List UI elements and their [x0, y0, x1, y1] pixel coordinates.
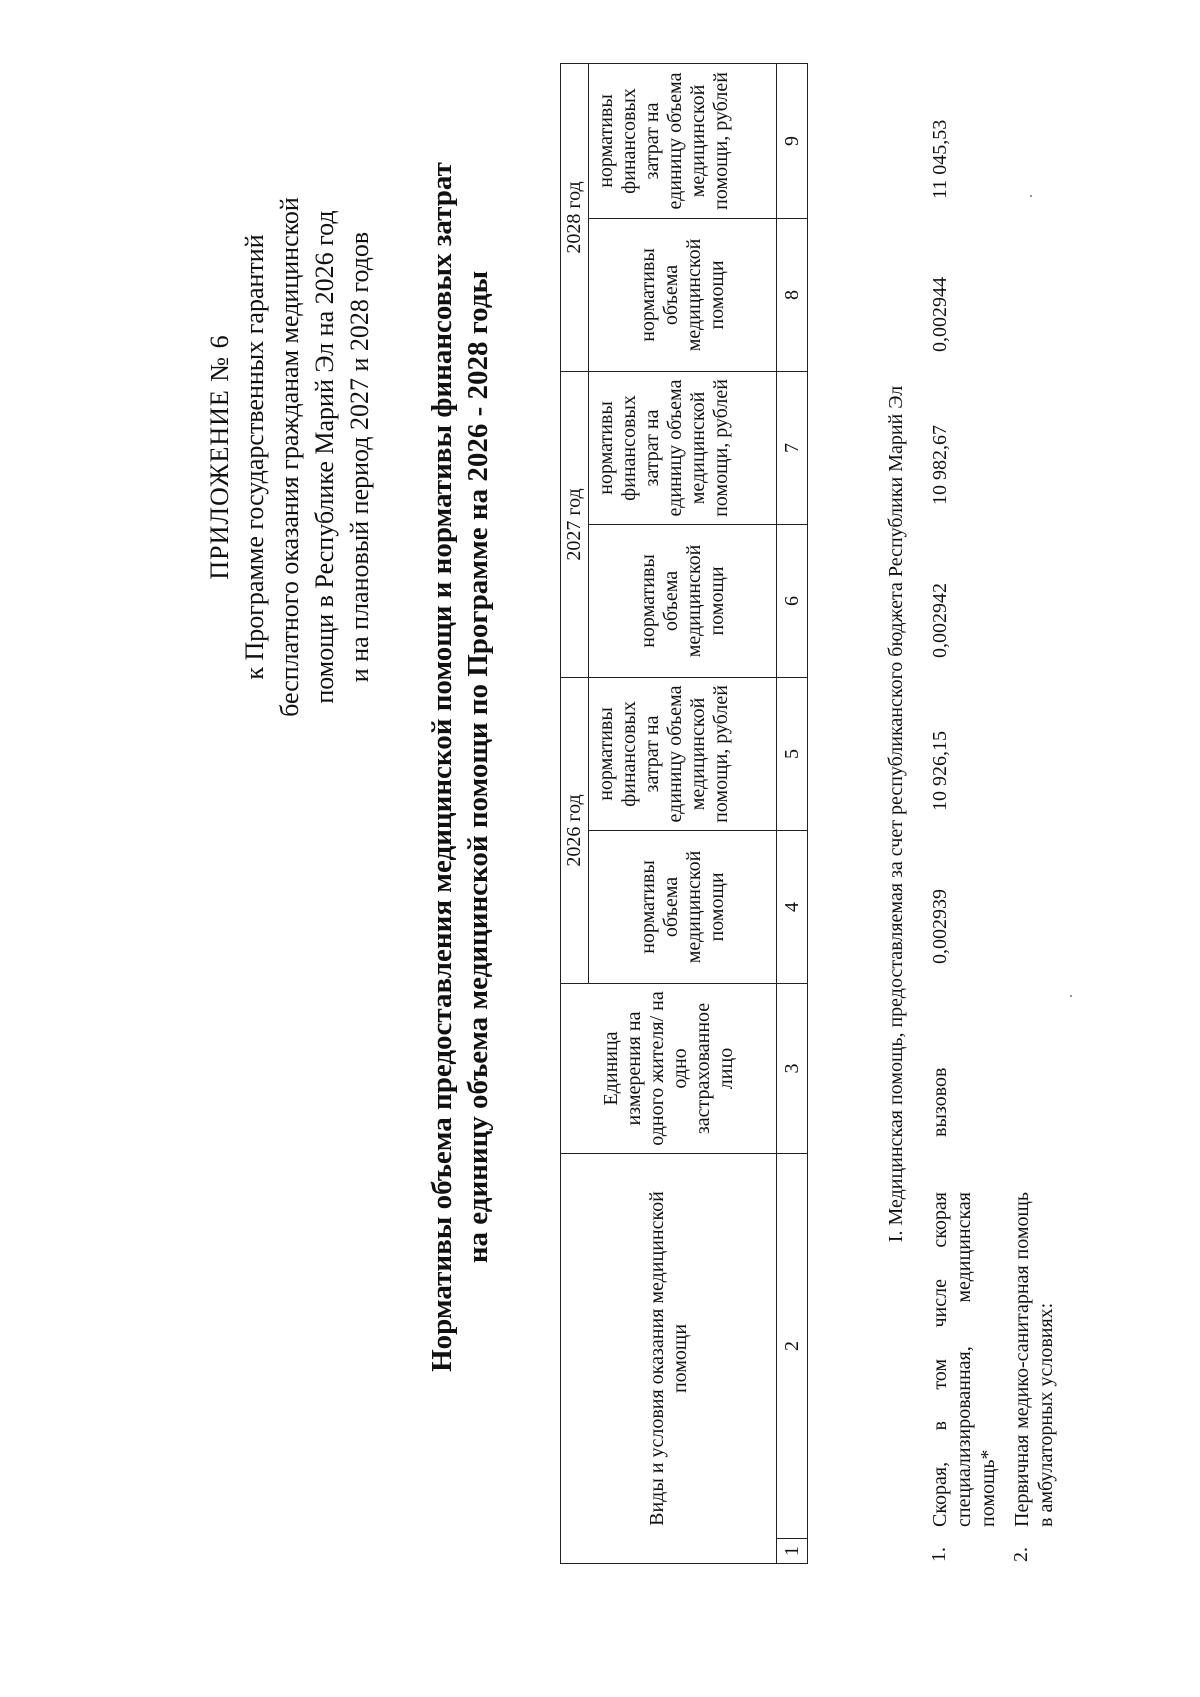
- appendix-line: к Программе государственных гарантий: [240, 234, 269, 680]
- header-volume-2027: нормативы объема медицинской помощи: [589, 524, 777, 677]
- column-index: 9: [777, 63, 808, 218]
- scan-speck: [1070, 995, 1072, 997]
- header-year-2027: 2027 год: [561, 371, 589, 677]
- header-year-2028: 2028 год: [561, 63, 589, 371]
- norms-table: [560, 63, 808, 1564]
- section-title: I. Медицинская помощь, предоставляемая за счет республиканского бюджета Республики Марий Эл: [885, 385, 907, 1243]
- row-cost-2026: 10 926,15: [929, 731, 951, 811]
- row-number: 2.: [1010, 1547, 1032, 1562]
- row-number: 1.: [928, 1547, 950, 1562]
- appendix-line: и на плановый период 2027 и 2028 годов: [345, 231, 374, 683]
- column-index: 2: [777, 1153, 808, 1538]
- header-cost-2026: нормативы финансовых затрат на единицу объема медицинской помощи, рублей: [589, 677, 777, 830]
- column-index: 3: [777, 983, 808, 1153]
- row-volume-2027: 0,002942: [929, 583, 951, 658]
- appendix-line: бесплатного оказания гражданам медицинской: [275, 197, 304, 717]
- row-volume-2028: 0,002944: [929, 277, 951, 352]
- column-index: 4: [777, 830, 808, 983]
- header-unit: Единица измерения на одного жителя/ на одно застрахованное лицо: [561, 983, 777, 1153]
- column-index-row: [777, 63, 808, 1563]
- appendix-title: ПРИЛОЖЕНИЕ № 6: [205, 334, 234, 580]
- column-index: 7: [777, 371, 808, 524]
- header-cost-2028: нормативы финансовых затрат на единицу объема медицинской помощи, рублей: [589, 63, 777, 218]
- header-cost-2027: нормативы финансовых затрат на единицу объема медицинской помощи, рублей: [589, 371, 777, 524]
- row-cost-2027: 10 982,67: [929, 425, 951, 505]
- row-name: Первичная медико-санитарная помощь в амбулаторных условиях:: [1011, 1192, 1057, 1527]
- header-year-2026: 2026 год: [561, 677, 589, 983]
- column-index: 6: [777, 524, 808, 677]
- appendix-block: [202, 147, 377, 767]
- header-volume-2026: нормативы объема медицинской помощи: [589, 830, 777, 983]
- row-volume-2026: 0,002939: [929, 889, 951, 964]
- document-heading: [424, 107, 496, 1427]
- appendix-line: помощи в Республике Марий Эл на 2026 год: [310, 210, 339, 704]
- row-unit: вызовов: [929, 1067, 951, 1137]
- header-volume-2028: нормативы объема медицинской помощи: [589, 218, 777, 371]
- column-index: 5: [777, 677, 808, 830]
- column-index: 8: [777, 218, 808, 371]
- header-types: Виды и условия оказания медицинской помощи: [561, 1153, 777, 1563]
- heading-line: Нормативы объема предоставления медицинской помощи и нормативы финансовых затрат: [426, 162, 458, 1372]
- row-cost-2028: 11 045,53: [929, 119, 951, 199]
- column-index: 1: [777, 1539, 808, 1564]
- row-name: Скорая, в том числе скорая специализированная, медицинская помощь*: [929, 1192, 999, 1527]
- heading-line: на единицу объема медицинской помощи по Программе на 2026 - 2028 годы: [462, 270, 494, 1264]
- scan-speck: [1030, 195, 1032, 197]
